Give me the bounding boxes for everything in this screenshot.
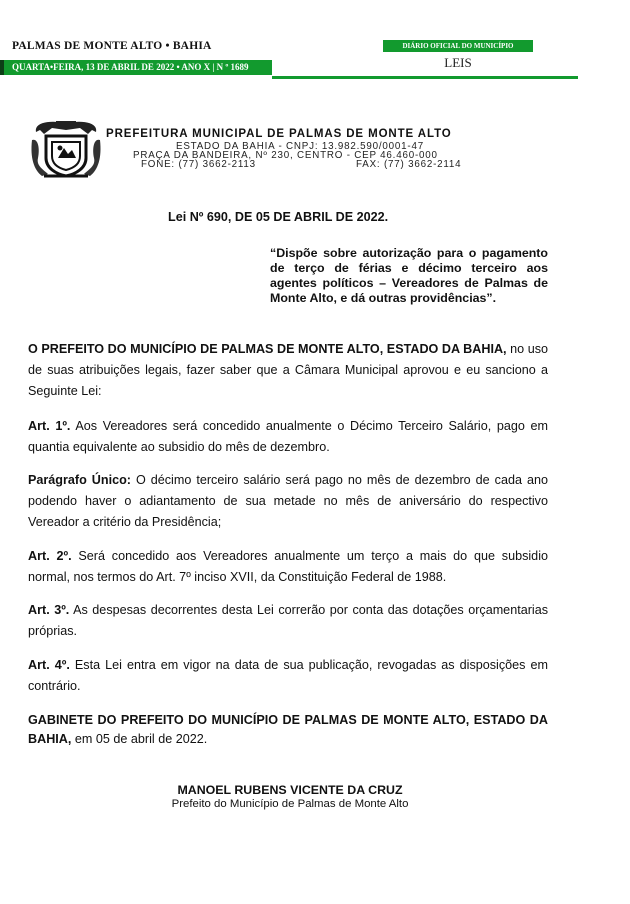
intro-bold: O PREFEITO DO MUNICÍPIO DE PALMAS DE MONTE ALTO, ESTADO DA BAHIA, bbox=[28, 342, 507, 356]
sole-paragraph-label: Parágrafo Único: bbox=[28, 473, 131, 487]
article-3 bbox=[28, 600, 548, 642]
article-2-label: Art. 2º. bbox=[28, 549, 72, 563]
header-divider bbox=[272, 76, 578, 79]
article-1-label: Art. 1º. bbox=[28, 419, 71, 433]
letterhead-fax: FAX: (77) 3662-2114 bbox=[356, 159, 462, 170]
letterhead-address: PRAÇA DA BANDEIRA, Nº 230, CENTRO - CEP 46.460-000 bbox=[133, 150, 438, 161]
law-summary: “Dispõe sobre autorização para o pagamento de terço de férias e décimo terceiro aos agentes políticos – Vereadores de Palmas de Monte Alto, e dá outras providências”. bbox=[270, 246, 548, 305]
article-1-text: Aos Vereadores será concedido anualmente o Décimo Terceiro Salário, pago em quantia equivalente ao subsidio do mês de dezembro. bbox=[28, 419, 549, 454]
signatory-name: MANOEL RUBENS VICENTE DA CRUZ bbox=[177, 783, 403, 797]
closing-text: em 05 de abril de 2022. bbox=[71, 732, 208, 746]
closing-paragraph bbox=[28, 711, 548, 749]
closing-bold: GABINETE DO PREFEITO DO MUNICÍPIO DE PALMAS DE MONTE ALTO, ESTADO DA BAHIA, bbox=[28, 713, 548, 746]
article-4-text: Esta Lei entra em vigor na data de sua publicação, revogadas as disposições em contrário. bbox=[28, 658, 548, 693]
letterhead-title: PREFEITURA MUNICIPAL DE PALMAS DE MONTE ALTO bbox=[106, 128, 452, 140]
article-2-text: Será concedido aos Vereadores anualmente um terço a mais do que subsidio normal, nos termos do Art. 7º inciso XVII, da Constituição Federal de 1988. bbox=[28, 549, 548, 584]
article-2 bbox=[28, 546, 548, 588]
municipal-crest-icon bbox=[30, 118, 102, 180]
article-1 bbox=[28, 416, 548, 458]
header-date-bar: QUARTA•FEIRA, 13 DE ABRIL DE 2022 • ANO X | N º 1689 bbox=[0, 60, 272, 75]
intro-paragraph bbox=[28, 339, 548, 402]
article-4 bbox=[28, 655, 548, 697]
signatory-role: Prefeito do Município de Palmas de Monte Alto bbox=[171, 798, 409, 810]
sole-paragraph bbox=[28, 470, 548, 533]
article-4-label: Art. 4º. bbox=[28, 658, 70, 672]
letterhead-phone: FONE: (77) 3662-2113 bbox=[141, 159, 256, 170]
law-title: Lei Nº 690, DE 05 DE ABRIL DE 2022. bbox=[168, 210, 389, 224]
article-3-label: Art. 3º. bbox=[28, 603, 70, 617]
header-edge-mark bbox=[0, 60, 4, 75]
article-3-text: As despesas decorrentes desta Lei correrão por conta das dotações orçamentarias próprias. bbox=[28, 603, 548, 638]
header-city: PALMAS DE MONTE ALTO • BAHIA bbox=[12, 40, 212, 52]
section-label: LEIS bbox=[444, 55, 472, 70]
sole-paragraph-text: O décimo terceiro salário será pago no mês de dezembro de cada ano podendo haver o adiantamento de sua metade no mês de aniversário do respectivo Vereador a critério da Presidência; bbox=[28, 473, 548, 529]
intro-text: no uso de suas atribuições legais, fazer saber que a Câmara Municipal aprovou e eu sanciono a Seguinte Lei: bbox=[28, 342, 548, 398]
letterhead-state-cnpj: ESTADO DA BAHIA - CNPJ: 13.982.590/0001-47 bbox=[176, 141, 424, 152]
journal-label: DIÁRIO OFICIAL DO MUNICÍPIO bbox=[383, 40, 533, 52]
